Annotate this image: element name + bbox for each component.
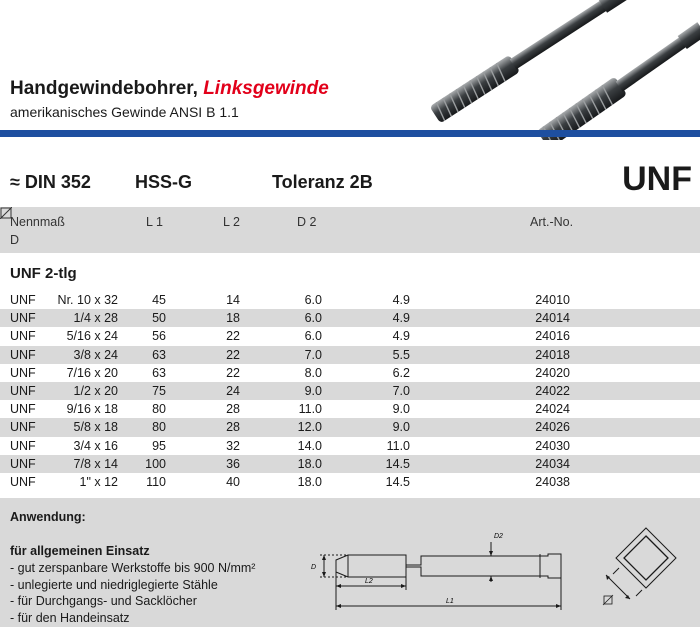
cell-size: 5/8 x 18 [73, 420, 118, 435]
spec-din: ≈ DIN 352 [10, 172, 91, 192]
application-subheading: für allgemeinen Einsatz [10, 544, 150, 558]
cell-l1: 80 [152, 420, 166, 435]
cell-art: 24018 [535, 347, 570, 362]
cell-sq: 7.0 [392, 383, 410, 398]
cell-art: 24026 [535, 420, 570, 435]
application-heading: Anwendung: [10, 510, 86, 524]
cell-d2: 18.0 [297, 456, 322, 471]
cell-d2: 18.0 [297, 474, 322, 489]
table-row [0, 291, 700, 309]
cell-art: 24024 [535, 402, 570, 417]
cell-prefix: UNF [10, 347, 36, 362]
table-row [0, 455, 700, 473]
cell-prefix: UNF [10, 329, 36, 344]
cell-prefix: UNF [10, 456, 36, 471]
cell-sq: 4.9 [392, 311, 410, 326]
cell-d2: 6.0 [304, 293, 322, 307]
cell-l2: 40 [226, 474, 240, 489]
cell-art: 24016 [535, 329, 570, 344]
application-item: - für den Handeinsatz [10, 610, 130, 625]
cell-prefix: UNF [10, 474, 36, 489]
cell-l1: 80 [152, 402, 166, 417]
cell-l2: 32 [226, 438, 240, 453]
taps-product-image [395, 0, 700, 140]
cell-d2: 8.0 [304, 365, 322, 380]
cell-l1: 50 [152, 311, 166, 326]
cell-prefix: UNF [10, 293, 36, 307]
cell-l2: 22 [226, 365, 240, 380]
cell-l1: 63 [152, 365, 166, 380]
cell-art: 24010 [535, 293, 570, 307]
cell-sq: 6.2 [392, 365, 410, 380]
cell-art: 24038 [535, 474, 570, 489]
tap-technical-drawing [296, 524, 596, 616]
cell-sq: 14.5 [385, 456, 410, 471]
cell-l2: 28 [226, 402, 240, 417]
application-list [10, 560, 255, 626]
cell-art: 24034 [535, 456, 570, 471]
cell-size: Nr. 10 x 32 [57, 293, 118, 307]
application-item: - unlegierte und niedriglegierte Stähle [10, 577, 218, 592]
cell-prefix: UNF [10, 383, 36, 398]
cell-d2: 6.0 [304, 311, 322, 326]
header-d2: D 2 [297, 215, 317, 229]
cell-art: 24014 [535, 311, 570, 326]
table-header [0, 207, 700, 253]
group-title: UNF 2-tlg [10, 265, 77, 282]
application-item: - für Durchgangs- und Sacklöcher [10, 594, 197, 608]
cell-size: 7/16 x 20 [66, 365, 118, 380]
cell-d2: 9.0 [304, 383, 322, 398]
square-drive-diagram-icon [596, 520, 696, 612]
header-art-no: Art.-No. [530, 215, 574, 229]
header-d: D [10, 233, 20, 247]
cell-size: 3/4 x 16 [73, 438, 118, 453]
cell-l2: 36 [226, 456, 240, 471]
cell-sq: 11.0 [386, 438, 410, 453]
spec-tolerance: Toleranz 2B [272, 172, 373, 192]
header-l2: L 2 [223, 215, 240, 229]
table-row [0, 346, 700, 364]
cell-l2: 22 [226, 347, 240, 362]
table-row [0, 418, 700, 436]
cell-l2: 22 [226, 329, 240, 344]
application-item: - gut zerspanbare Werkstoffe bis 900 N/mm² [10, 561, 256, 575]
cell-prefix: UNF [10, 365, 36, 380]
label-l1: L1 [446, 598, 454, 605]
cell-art: 24022 [535, 383, 570, 398]
label-l2: L2 [365, 578, 373, 585]
cell-sq: 9.0 [392, 420, 410, 435]
cell-size: 1" x 12 [79, 474, 118, 489]
cell-size: 3/8 x 24 [73, 347, 118, 362]
cell-d2: 7.0 [304, 347, 322, 362]
cell-prefix: UNF [10, 402, 36, 417]
title-highlight: Linksgewinde [203, 78, 329, 99]
table-row [0, 327, 700, 345]
cell-sq: 14.5 [385, 474, 410, 489]
cell-size: 5/16 x 24 [66, 329, 118, 344]
table-row [0, 437, 700, 455]
cell-prefix: UNF [10, 438, 36, 453]
page-header [0, 0, 700, 140]
cell-d2: 12.0 [297, 420, 322, 435]
cell-art: 24020 [535, 365, 570, 380]
cell-sq: 5.5 [392, 347, 410, 362]
cell-art: 24030 [535, 438, 570, 453]
cell-d2: 14.0 [297, 438, 322, 453]
page-title [10, 78, 329, 100]
cell-l2: 28 [226, 420, 240, 435]
cell-d2: 11.0 [298, 402, 322, 417]
cell-l2: 14 [226, 293, 240, 307]
spec-thread-type: UNF [622, 160, 692, 198]
table-row [0, 364, 700, 382]
label-d2: D2 [494, 533, 503, 540]
cell-l2: 24 [226, 383, 240, 398]
table-row [0, 473, 700, 491]
cell-l1: 95 [152, 438, 166, 453]
cell-prefix: UNF [10, 420, 36, 435]
cell-size: 1/4 x 28 [73, 311, 118, 326]
cell-l1: 75 [152, 383, 166, 398]
header-l1: L 1 [146, 215, 163, 229]
cell-prefix: UNF [10, 311, 36, 326]
spec-material: HSS-G [135, 172, 193, 192]
cell-l1: 100 [145, 456, 166, 471]
title-prefix: Handgewindebohrer, [10, 78, 198, 99]
cell-size: 1/2 x 20 [73, 383, 118, 398]
header-divider [0, 130, 700, 137]
cell-sq: 9.0 [392, 402, 410, 417]
header-nennmass: Nennmaß [10, 215, 65, 229]
cell-l2: 18 [226, 311, 240, 326]
table-row [0, 400, 700, 418]
spec-line [0, 160, 700, 200]
cell-l1: 45 [152, 293, 166, 307]
product-table [0, 291, 700, 491]
cell-size: 9/16 x 18 [66, 402, 118, 417]
cell-d2: 6.0 [304, 329, 322, 344]
cell-sq: 4.9 [392, 293, 410, 307]
page-subtitle: amerikanisches Gewinde ANSI B 1.1 [10, 104, 239, 120]
cell-sq: 4.9 [392, 329, 410, 344]
cell-l1: 56 [152, 329, 166, 344]
cell-l1: 63 [152, 347, 166, 362]
cell-size: 7/8 x 14 [73, 456, 118, 471]
table-row [0, 382, 700, 400]
cell-l1: 110 [146, 474, 166, 489]
table-row [0, 309, 700, 327]
label-d: D [311, 564, 317, 571]
